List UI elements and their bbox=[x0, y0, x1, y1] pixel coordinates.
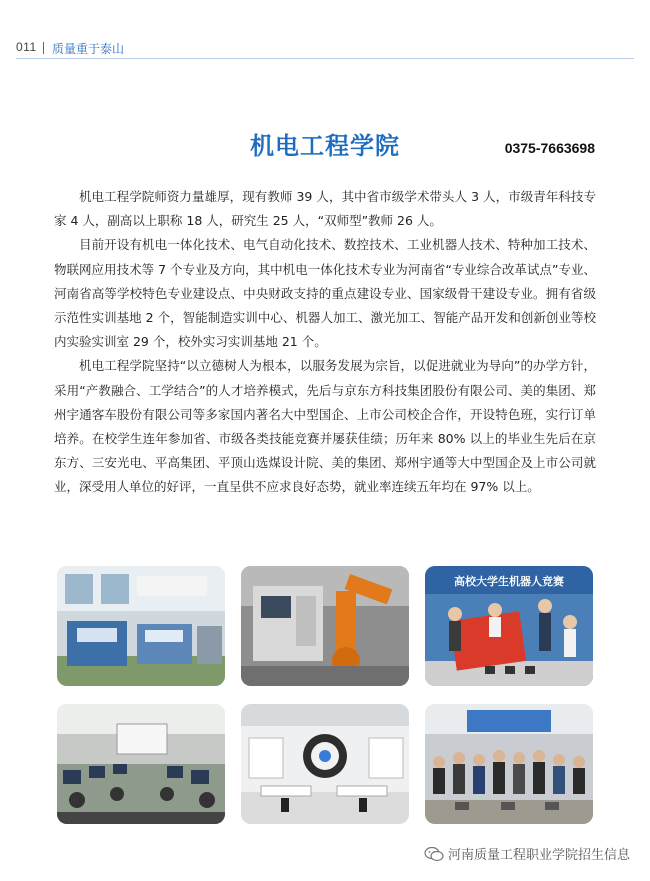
photo-computer-lab bbox=[57, 704, 225, 824]
header-rule bbox=[16, 58, 634, 59]
photo-robot-competition bbox=[425, 566, 593, 686]
footer-text: 河南质量工程职业学院招生信息 bbox=[447, 848, 630, 863]
page-number: 011 bbox=[16, 40, 37, 54]
paragraph-employment: 机电工程学院坚持“以立德树人为根本，以服务发展为宗旨，以促进就业为导向”的办学方针，采用“产教融合、工学结合”的人才培养模式，先后与京东方科技集团股份有限公司、美的集团、郑州宇通客车股份有限公司等多家国内著名大中型国企、上市公司校企合作，开设特色班，实行订单培养。在校学生连年参加省、市级各类技能竞赛并屡获佳绩；历年来 80% 以上的毕业生先后在京东方、三安光电、平高集团、平顶山选煤设计院、美的集团、郑州宇通等大中型国企及上市公司就业，深受用人单位的好评，一直呈供不应求良好态势，就业率连续五年均在 97% 以上。 bbox=[54, 358, 596, 495]
photo-robot-lab bbox=[241, 566, 409, 686]
paragraph-faculty: 机电工程学院师资力量雄厚，现有教师 39 人，其中省市级学术带头人 3 人，市级青年科技专家 4 人，副高以上职称 18 人，研究生 25 人，“双师型”教师 26 人。 bbox=[54, 189, 596, 229]
footer-brand bbox=[424, 844, 630, 863]
photo-group-team bbox=[425, 704, 593, 824]
photo-workshop bbox=[57, 566, 225, 686]
page-header bbox=[0, 36, 650, 62]
header-divider bbox=[43, 42, 44, 54]
phone-number: 0375-7663698 bbox=[504, 140, 595, 156]
competition-banner: 高校大学生机器人竞赛 bbox=[454, 575, 564, 588]
body-text bbox=[54, 185, 596, 500]
paragraph-majors: 目前开设有机电一体化技术、电气自动化技术、数控技术、工业机器人技术、特种加工技术、物联网应用技术等 7 个专业及方向，其中机电一体化技术专业为河南省“专业综合改革试点”专业、河南省高等学校特色专业建设点、中央财政支持的重点建设专业、国家级骨干建设专业。拥有省级示范性实训基地 2 个，智能制造实训中心、机器人加工、激光加工、智能产品开发和创新创业等校内实验实训室 29 个，校外实习实训基地 21 个。 bbox=[54, 237, 596, 350]
page-title: 机电工程学院 bbox=[250, 132, 400, 160]
wechat-icon bbox=[424, 846, 444, 862]
section-name: 质量重于泰山 bbox=[52, 42, 125, 56]
photo-innovation-room bbox=[241, 704, 409, 824]
